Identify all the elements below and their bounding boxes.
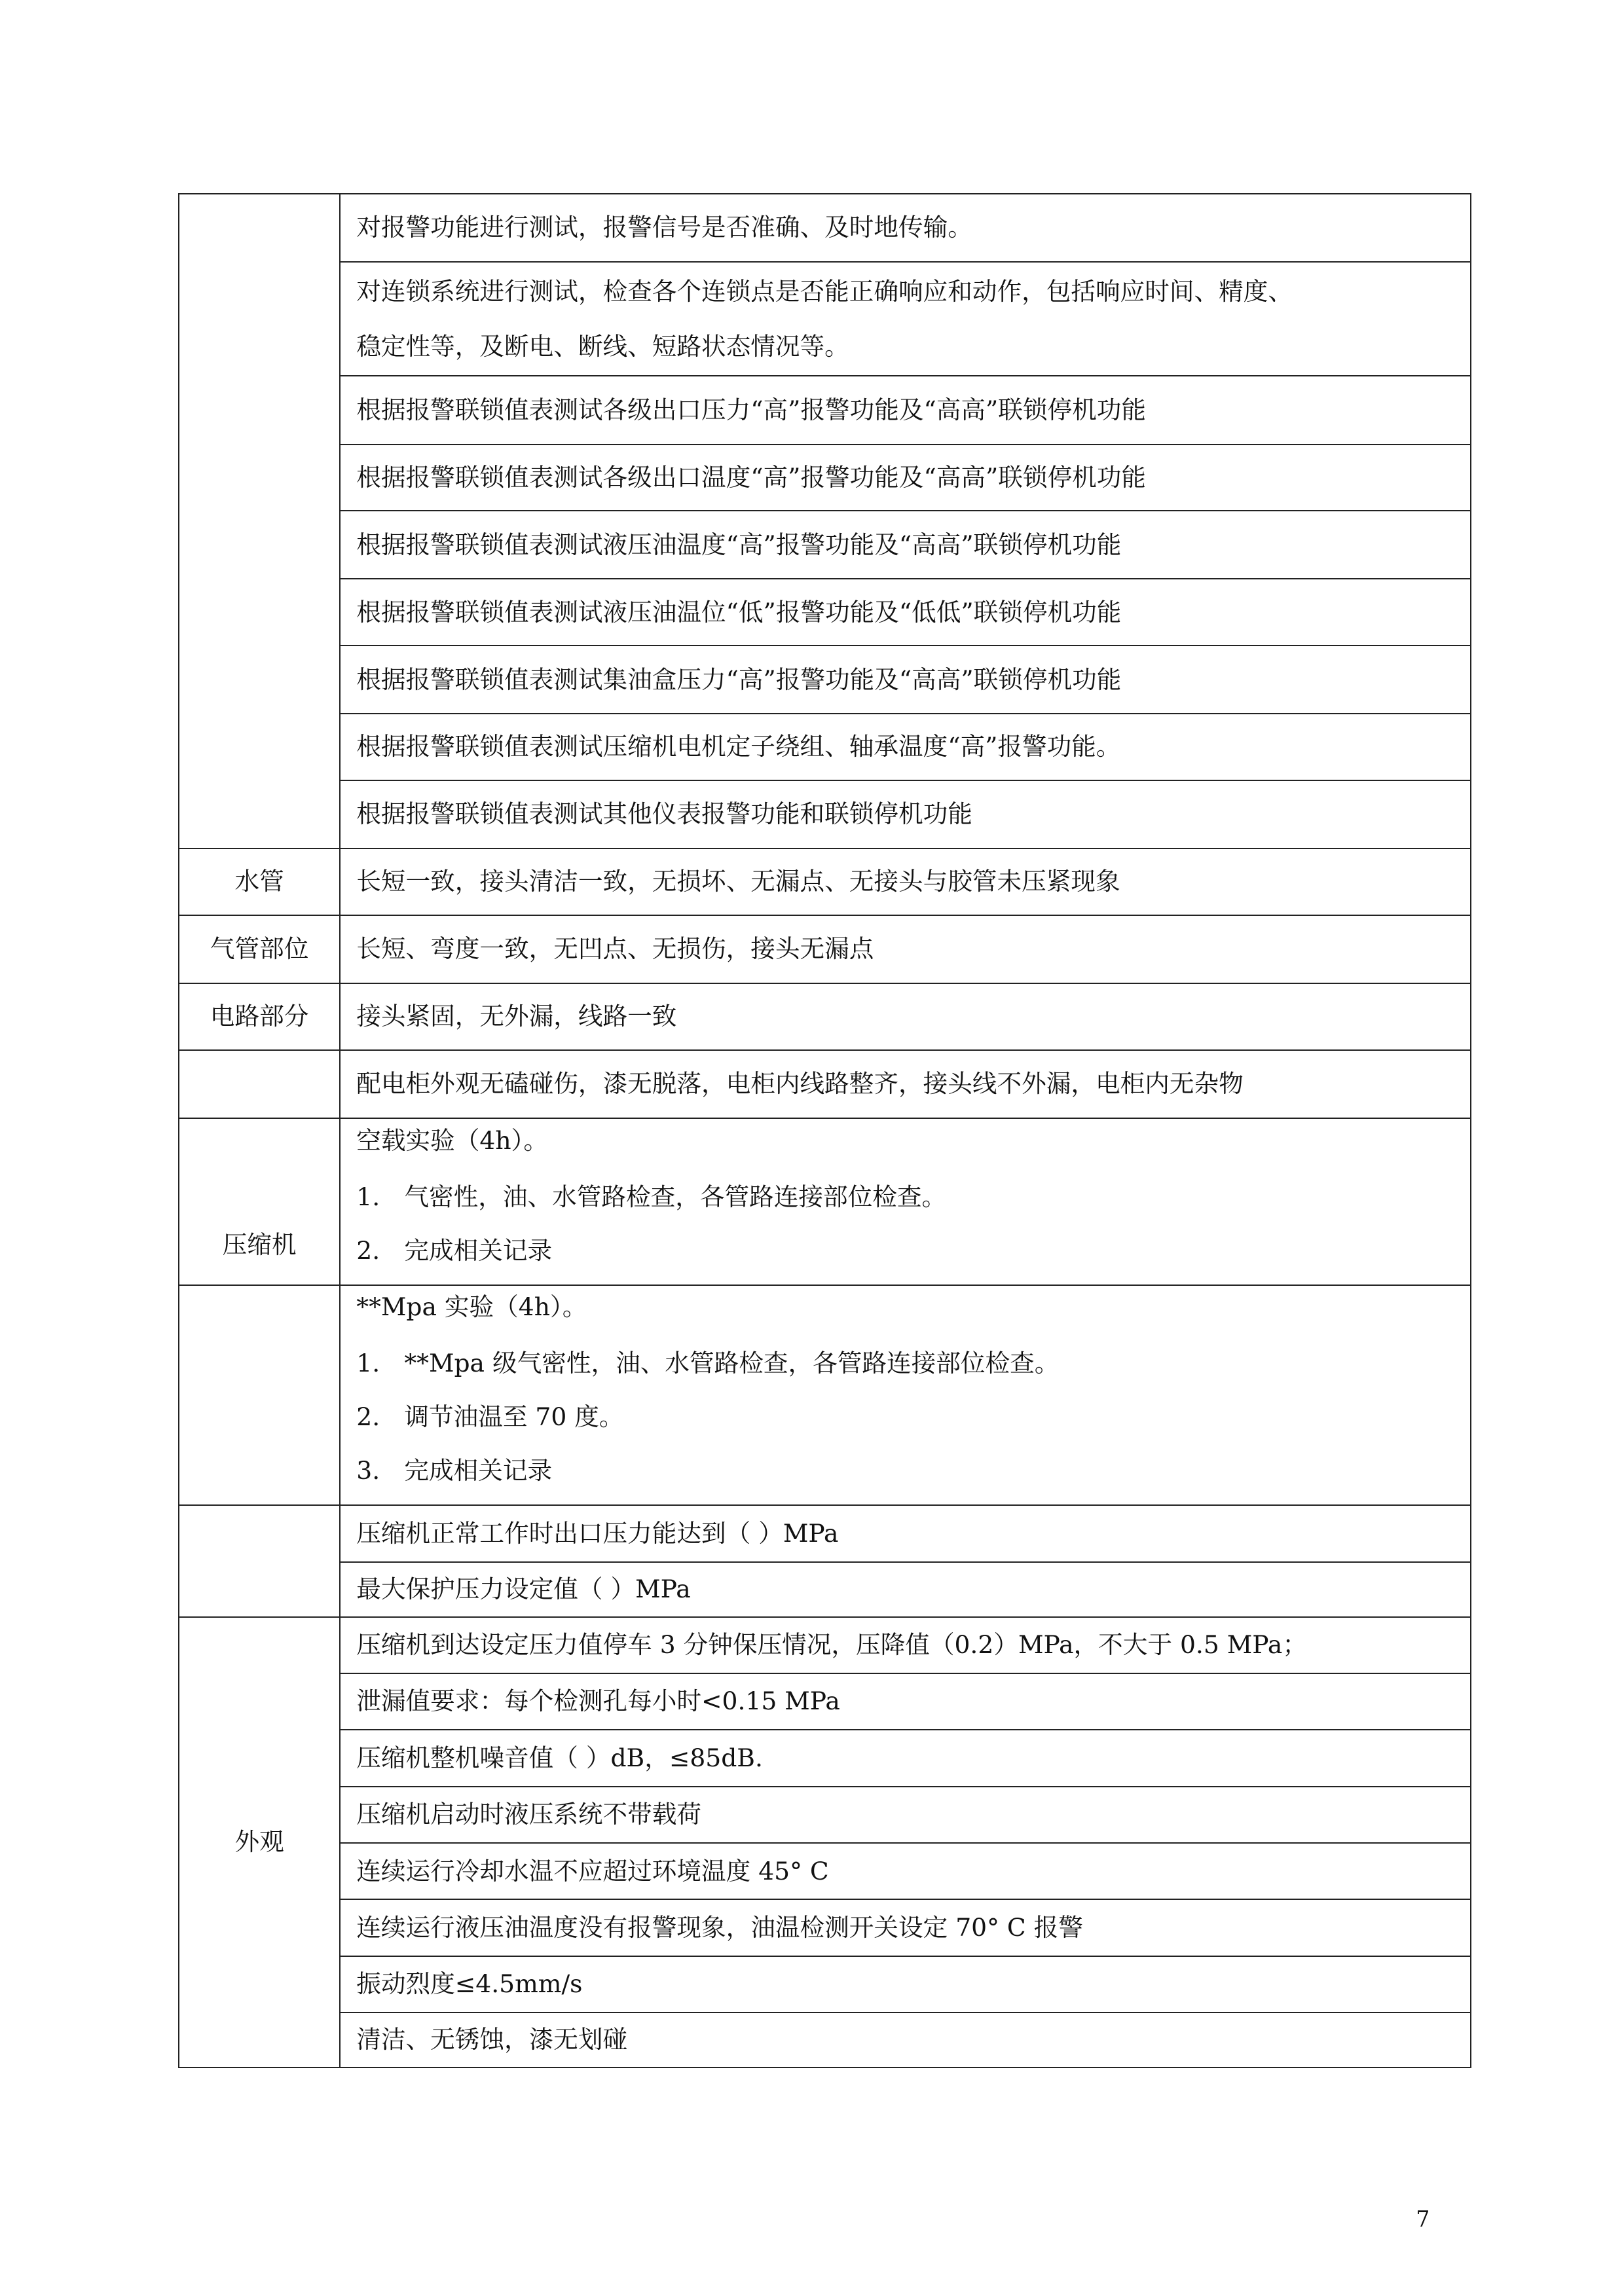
table-row xyxy=(179,1118,1471,1285)
requirement-cell: 振动烈度≤4.5mm/s xyxy=(340,1956,1471,2013)
table-row xyxy=(179,262,1471,376)
requirement-cell: 压缩机启动时液压系统不带载荷 xyxy=(340,1787,1471,1843)
requirement-cell: 根据报警联锁值表测试压缩机电机定子绕组、轴承温度“高”报警功能。 xyxy=(340,714,1471,780)
requirement-cell: 根据报警联锁值表测试液压油温度“高”报警功能及“高高”联锁停机功能 xyxy=(340,511,1471,579)
table-row xyxy=(179,1673,1471,1730)
table-row xyxy=(179,376,1471,444)
requirement-cell: 配电柜外观无磕碰伤，漆无脱落，电柜内线路整齐，接头线不外漏，电柜内无杂物 xyxy=(340,1050,1471,1118)
table-row xyxy=(179,1562,1471,1617)
table-row xyxy=(179,646,1471,714)
requirement-cell: 对连锁系统进行测试，检查各个连锁点是否能正确响应和动作，包括响应时间、精度、 稳定性等，及断电、断线、短路状态情况等。 xyxy=(340,262,1471,376)
requirement-cell: 泄漏值要求：每个检测孔每小时<0.15 MPa xyxy=(340,1673,1471,1730)
inspection-table xyxy=(178,193,1471,2069)
table-row xyxy=(179,1617,1471,1673)
table-row xyxy=(179,1899,1471,1956)
requirement-cell: 对报警功能进行测试，报警信号是否准确、及时地传输。 xyxy=(340,194,1471,262)
requirement-cell: 根据报警联锁值表测试集油盒压力“高”报警功能及“高高”联锁停机功能 xyxy=(340,646,1471,714)
table-row xyxy=(179,194,1471,262)
requirement-cell: 最大保护压力设定值（ ）MPa xyxy=(340,1562,1471,1617)
requirement-cell: 根据报警联锁值表测试各级出口温度“高”报警功能及“高高”联锁停机功能 xyxy=(340,445,1471,511)
table-row xyxy=(179,714,1471,780)
requirement-cell: 压缩机整机噪音值（ ）dB，≤85dB. xyxy=(340,1730,1471,1786)
table-row xyxy=(179,2013,1471,2068)
requirement-cell: 根据报警联锁值表测试液压油温位“低”报警功能及“低低”联锁停机功能 xyxy=(340,579,1471,646)
page-number: 7 xyxy=(1416,2206,1430,2232)
table-row xyxy=(179,1787,1471,1843)
table-row xyxy=(179,1843,1471,1899)
requirement-cell: 长短一致，接头清洁一致，无损坏、无漏点、无接头与胶管未压紧现象 xyxy=(340,848,1471,915)
requirement-cell: 长短、弯度一致，无凹点、无损伤，接头无漏点 xyxy=(340,915,1471,983)
table-row xyxy=(179,983,1471,1050)
requirement-cell: 清洁、无锈蚀，漆无划碰 xyxy=(340,2013,1471,2068)
category-cell xyxy=(179,1285,340,1506)
table-row xyxy=(179,1505,1471,1561)
requirement-cell: 连续运行冷却水温不应超过环境温度 45° C xyxy=(340,1843,1471,1899)
category-cell: 电路部分 xyxy=(179,983,340,1050)
table-row xyxy=(179,848,1471,915)
table-row xyxy=(179,780,1471,848)
table-row xyxy=(179,1730,1471,1786)
category-cell xyxy=(179,1505,340,1616)
requirement-cell: 接头紧固，无外漏，线路一致 xyxy=(340,983,1471,1050)
category-cell xyxy=(179,194,340,849)
category-cell: 水管 xyxy=(179,848,340,915)
requirement-cell: 空载实验（4h）。 1. 气密性，油、水管路检查，各管路连接部位检查。 2. 完成相关记录 xyxy=(340,1118,1471,1285)
category-cell: 外观 xyxy=(179,1617,340,2068)
table-row xyxy=(179,915,1471,983)
table-row xyxy=(179,1956,1471,2013)
requirement-cell: 压缩机到达设定压力值停车 3 分钟保压情况，压降值（0.2）MPa，不大于 0.5 MPa； xyxy=(340,1617,1471,1673)
requirement-cell: 压缩机正常工作时出口压力能达到（ ）MPa xyxy=(340,1505,1471,1561)
table-row xyxy=(179,1050,1471,1118)
category-cell xyxy=(179,1050,340,1118)
requirement-cell: 根据报警联锁值表测试其他仪表报警功能和联锁停机功能 xyxy=(340,780,1471,848)
table-row xyxy=(179,1285,1471,1506)
requirement-cell: **Mpa 实验（4h）。 1. **Mpa 级气密性，油、水管路检查，各管路连接部位检查。 2. 调节油温至 70 度。 3. 完成相关记录 xyxy=(340,1285,1471,1506)
table-row xyxy=(179,445,1471,511)
requirement-cell: 根据报警联锁值表测试各级出口压力“高”报警功能及“高高”联锁停机功能 xyxy=(340,376,1471,444)
requirement-cell: 连续运行液压油温度没有报警现象，油温检测开关设定 70° C 报警 xyxy=(340,1899,1471,1956)
table-row xyxy=(179,511,1471,579)
category-cell: 气管部位 xyxy=(179,915,340,983)
category-cell: 压缩机 xyxy=(179,1118,340,1285)
table-row xyxy=(179,579,1471,646)
